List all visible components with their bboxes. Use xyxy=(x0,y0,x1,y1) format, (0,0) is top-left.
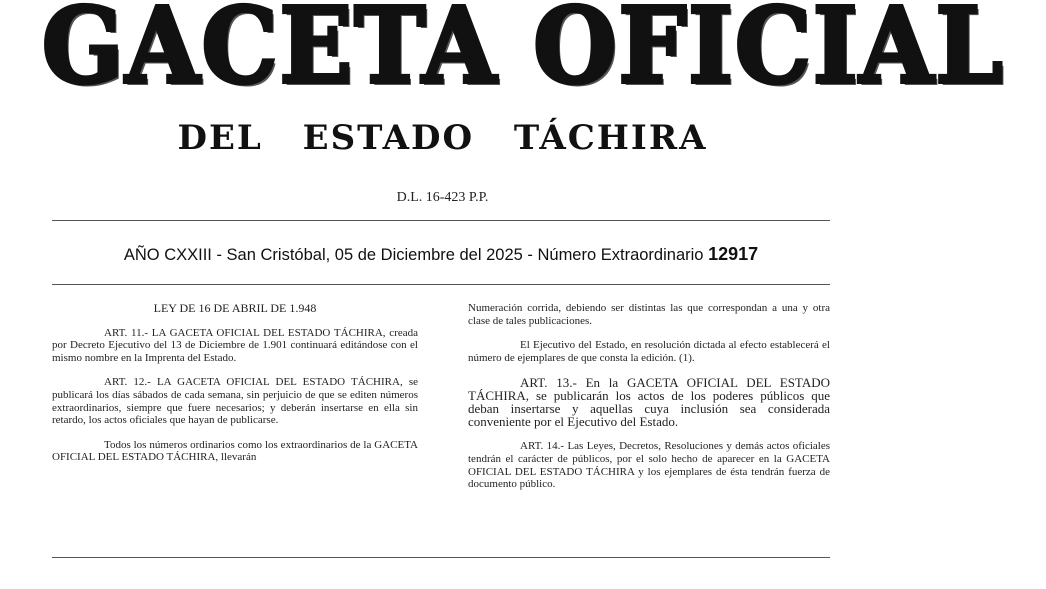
gazette-title: GACETA OFICIAL xyxy=(41,0,1005,107)
legal-deposit: D.L. 16-423 P.P. xyxy=(396,190,489,205)
issue-info: AÑO CXXIII - San Cristóbal, 05 de Diciembre del 2025 - Número Extraordinario xyxy=(123,246,704,264)
issue-line xyxy=(52,244,830,265)
article-14: ART. 14.- Las Leyes, Decretos, Resoluciones y demás actos oficiales tendrán el carácter de públicos, por el solo hecho de aparecer en la GACETA OFICIAL DEL ESTADO TÁCHIRA y los ejemplares de ésta tendrán fuerza de documento público. xyxy=(468,440,830,491)
law-heading: LEY DE 16 DE ABRIL DE 1.948 xyxy=(153,301,317,315)
divider-top xyxy=(52,220,830,221)
issue-number: 12917 xyxy=(708,244,759,264)
divider-bottom xyxy=(52,557,830,558)
masthead xyxy=(0,0,1005,107)
article-13: ART. 13.- En la GACETA OFICIAL DEL ESTADO TÁCHIRA, se publicarán los actos de los poderes públicos que deban insertarse y aquellas cuya inclusión sea considerada conveniente por el Ejecutivo del Estado. xyxy=(468,375,830,430)
article-11: ART. 11.- LA GACETA OFICIAL DEL ESTADO TÁCHIRA, creada por Decreto Ejecutivo del 13 de Diciembre de 1.901 continuará editándose con el mismo nombre en la Imprenta del Estado. xyxy=(52,326,418,364)
numbering-continuation: Numeración corrida, debiendo ser distintas las que correspondan a una y otra clase de tales publicaciones. xyxy=(468,302,830,327)
edition-paragraph: El Ejecutivo del Estado, en resolución dictada al efecto establecerá el número de ejemplares de que consta la edición. (1). xyxy=(468,339,830,364)
numbering-paragraph: Todos los números ordinarios como los extraordinarios de la GACETA OFICIAL DEL ESTADO TÁCHIRA, llevarán xyxy=(52,438,418,464)
left-column xyxy=(52,302,418,476)
right-column xyxy=(468,302,830,503)
gazette-subtitle: DEL ESTADO TÁCHIRA xyxy=(177,118,708,158)
divider-middle xyxy=(52,284,830,285)
article-12: ART. 12.- LA GACETA OFICIAL DEL ESTADO TÁCHIRA, se publicará los días sábados de cada semana, sin perjuicio de que se editen números extraordinarios, siempre que fuere necesarios; y deberán insertarse en ella sin retardo, los actos oficiales que hayan de publicarse. xyxy=(52,376,418,427)
